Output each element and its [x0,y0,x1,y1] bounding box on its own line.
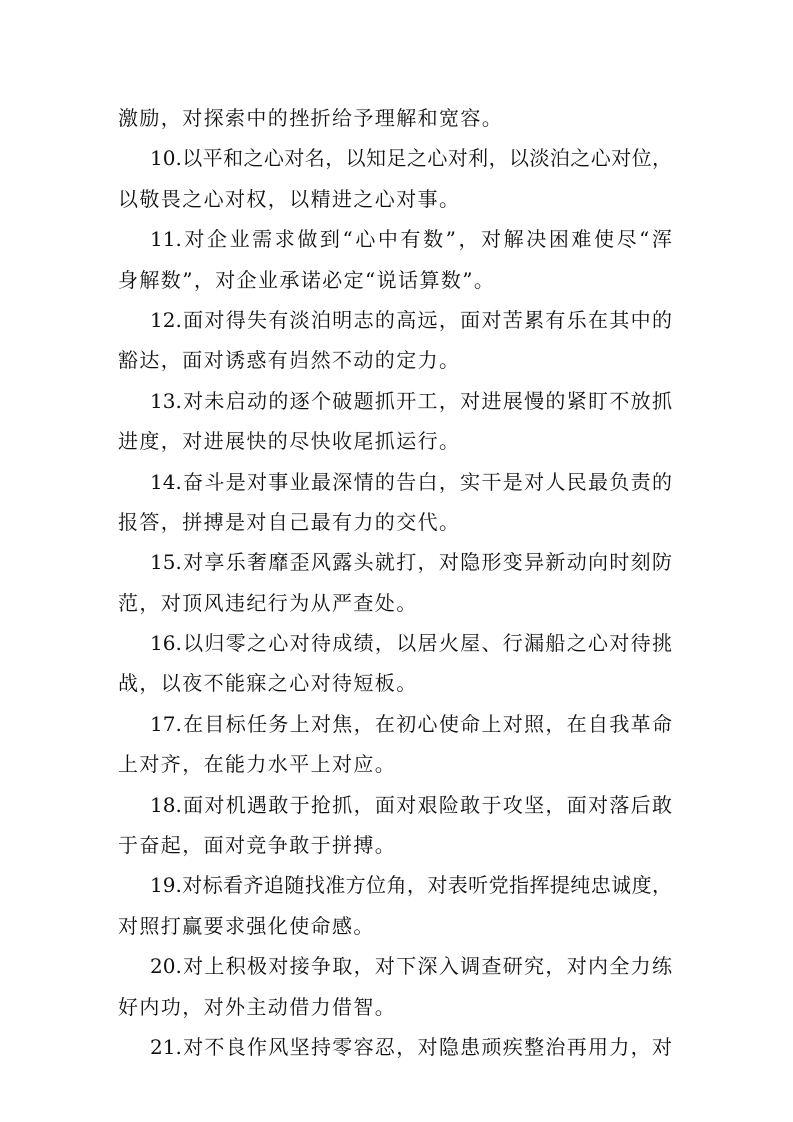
text-line: 于奋起，面对竞争敢于拼搏。 [118,833,397,858]
text-line: 好内功，对外主动借力借智。 [118,994,397,1019]
list-item-21 [118,1027,672,1067]
text-line: 15.对享乐奢靡歪风露头就打，对隐形变异新动向时刻防 [150,550,672,575]
text-line: 17.在目标任务上对焦，在初心使命上对照，在自我革命 [150,711,672,736]
document-page [118,98,672,1067]
list-item-20 [118,946,672,1027]
text-line: 以敬畏之心对权，以精进之心对事。 [118,186,461,211]
text-line: 豁达，面对诱惑有岿然不动的定力。 [118,348,461,373]
text-line: 19.对标看齐追随找准方位角，对表听党指挥提纯忠诚度， [150,873,672,898]
text-line: 13.对未启动的逐个破题抓开工，对进展慢的紧盯不放抓 [150,388,672,413]
text-line: 20.对上积极对接争取，对下深入调查研究，对内全力练 [150,954,672,979]
text-line: 21.对不良作风坚持零容忍，对隐患顽疾整治再用力，对 [150,1034,672,1059]
list-item-16 [118,623,672,704]
text-line: 激励，对探索中的挫折给予理解和宽容。 [118,106,504,130]
text-line: 14.奋斗是对事业最深情的告白，实干是对人民最负责的 [150,469,672,494]
list-item-11 [118,219,672,300]
list-item-13 [118,381,672,462]
list-item-12 [118,300,672,381]
list-item-14 [118,462,672,543]
text-line: 12.面对得失有淡泊明志的高远，面对苦累有乐在其中的 [150,307,672,332]
text-line: 战，以夜不能寐之心对待短板。 [118,671,418,696]
text-line: 范，对顶风违纪行为从严查处。 [118,590,418,615]
text-line: 18.面对机遇敢于抢抓，面对艰险敢于攻坚，面对落后敢 [150,792,672,817]
list-item-19 [118,865,672,946]
text-line: 10.以平和之心对名，以知足之心对利，以淡泊之心对位， [150,146,672,171]
text-line: 上对齐，在能力水平上对应。 [118,752,397,777]
text-line: 身解数”，对企业承诺必定“说话算数”。 [118,267,496,292]
list-item-17 [118,704,672,785]
text-line: 16.以归零之心对待成绩，以居火屋、行漏船之心对待挑 [150,631,672,656]
list-item-18 [118,785,672,866]
text-line: 11.对企业需求做到“心中有数”，对解决困难使尽“浑 [150,227,672,252]
list-item-15 [118,542,672,623]
text-line: 进度，对进展快的尽快收尾抓运行。 [118,429,461,454]
list-item-10 [118,138,672,219]
paragraph-continuation [118,98,672,138]
text-line: 报答，拼搏是对自己最有力的交代。 [118,509,461,534]
text-line: 对照打赢要求强化使命感。 [118,913,375,938]
